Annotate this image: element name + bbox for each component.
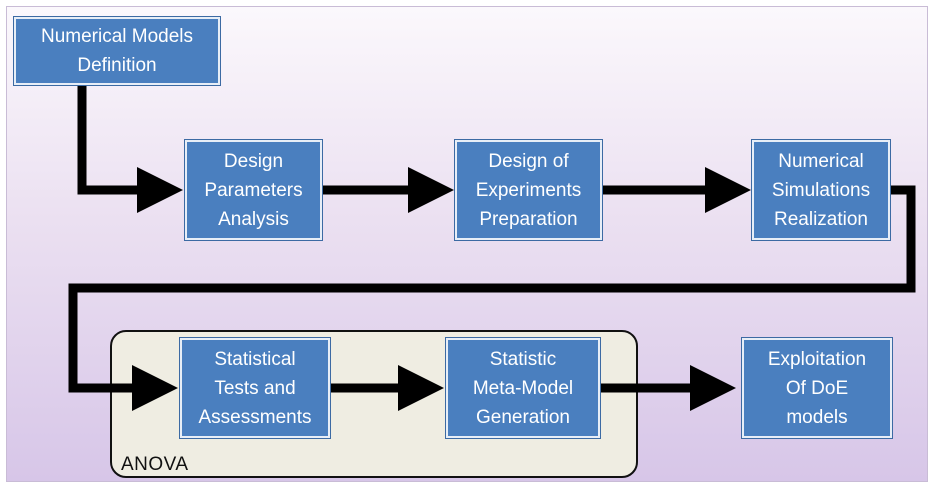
node-design-parameters-analysis — [185, 140, 322, 240]
node-numerical-models-definition — [14, 17, 220, 85]
node-statistic-meta-model-generation — [446, 338, 600, 438]
arrow-models-to-parameters — [82, 86, 137, 190]
node-label: Design Parameters Analysis — [204, 150, 303, 230]
anova-label: ANOVA — [121, 454, 189, 475]
node-label: Statistical Tests and Assessments — [198, 348, 312, 428]
node-exploitation-doe-models — [742, 338, 892, 438]
node-label: Statistic Meta-Model Generation — [472, 348, 574, 428]
node-label: Exploitation Of DoE models — [767, 348, 867, 428]
node-numerical-simulations-realization — [752, 140, 890, 240]
node-label: Design of Experiments Preparation — [475, 150, 582, 230]
node-design-of-experiments-preparation — [455, 140, 602, 240]
node-label: Numerical Models Definition — [40, 26, 194, 76]
node-label: Numerical Simulations Realization — [771, 150, 871, 230]
node-statistical-tests-assessments — [180, 338, 330, 438]
